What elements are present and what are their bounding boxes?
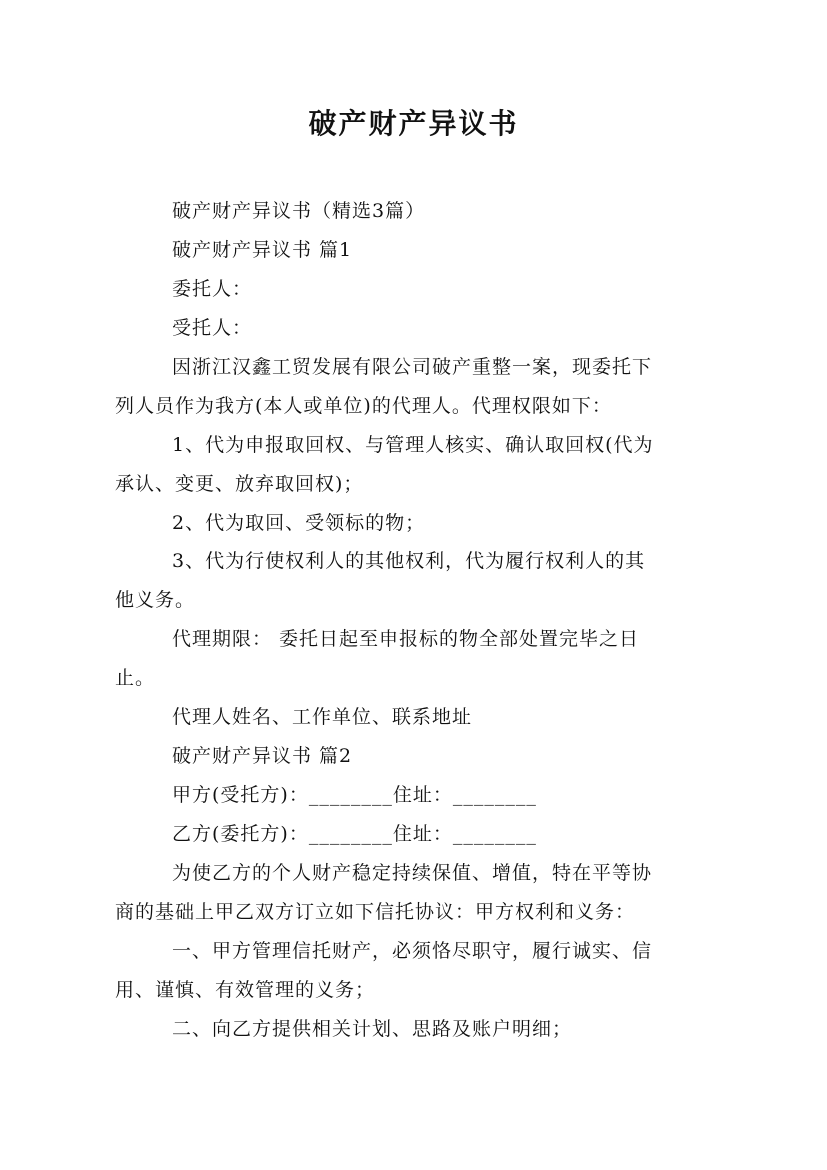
paragraph-line: 甲方(受托方)：________住址：________	[172, 784, 537, 806]
paragraph-line: 2、代为取回、受领标的物；	[172, 512, 426, 534]
paragraph-line: 用、谨慎、有效管理的义务；	[115, 979, 376, 1001]
paragraph-line: 乙方(委托方)：________住址：________	[172, 823, 537, 845]
section-heading-1: 破产财产异议书 篇1	[172, 239, 353, 261]
paragraph-line: 代理期限： 委托日起至申报标的物全部处置完毕之日	[172, 628, 640, 650]
paragraph-line: 二、向乙方提供相关计划、思路及账户明细；	[172, 1018, 573, 1040]
paragraph-line: 止。	[115, 667, 156, 689]
paragraph-line: 受托人：	[172, 317, 253, 339]
paragraph-line: 1、代为申报取回权、与管理人核实、确认取回权(代为	[172, 434, 654, 456]
paragraph-line: 代理人姓名、工作单位、联系地址	[172, 706, 473, 728]
paragraph-line: 承认、变更、放弃取回权)；	[115, 473, 364, 495]
paragraph-line: 因浙江汉鑫工贸发展有限公司破产重整一案，现委托下	[172, 356, 653, 378]
subtitle-line: 破产财产异议书（精选3篇）	[172, 200, 426, 222]
paragraph-line: 商的基础上甲乙双方订立如下信托协议：甲方权利和义务：	[115, 901, 636, 923]
paragraph-line: 列人员作为我方(本人或单位)的代理人。代理权限如下：	[115, 395, 612, 417]
paragraph-line: 为使乙方的个人财产稳定持续保值、增值，特在平等协	[172, 862, 653, 884]
document-title: 破产财产异议书	[308, 107, 519, 140]
section-heading-2: 破产财产异议书 篇2	[172, 745, 353, 767]
paragraph-line: 3、代为行使权利人的其他权利，代为履行权利人的其	[172, 550, 646, 572]
paragraph-line: 一、甲方管理信托财产，必须恪尽职守，履行诚实、信	[172, 940, 653, 962]
paragraph-line: 他义务。	[115, 589, 196, 611]
paragraph-line: 委托人：	[172, 278, 253, 300]
